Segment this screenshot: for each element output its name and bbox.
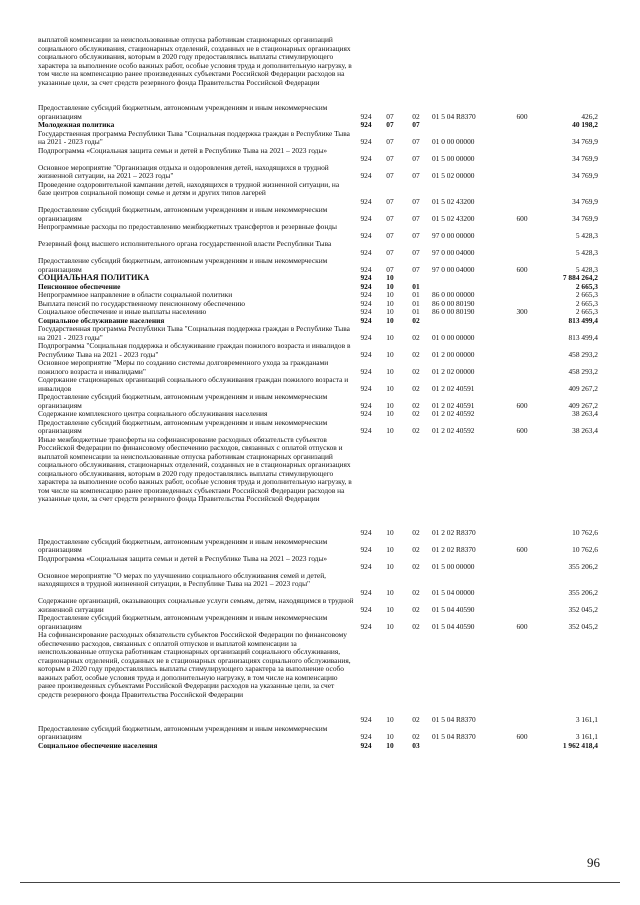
cell-pr: 02 xyxy=(412,562,420,571)
row-description: Предоставление субсидий бюджетным, автономным учреждениям и иным некоммерческим организациям xyxy=(38,723,328,741)
cell-csr: 86 0 00 80190 xyxy=(432,298,475,308)
cell-rz: 07 xyxy=(386,171,394,180)
cell-sum: 2 665,3 xyxy=(575,281,598,291)
row-description: Государственная программа Республики Тыва "Социальная поддержка граждан в Республике Тыва на 2021 - 2023 годы" xyxy=(38,128,350,146)
cell-rz: 07 xyxy=(386,230,394,240)
cell-vr: 600 xyxy=(516,213,528,223)
table-row xyxy=(0,181,640,207)
row-description: Предоставление субсидий бюджетным, автономным учреждениям и иным некоммерческим организациям xyxy=(38,256,328,274)
table-row xyxy=(0,36,640,104)
cell-sum: 1 962 418,4 xyxy=(562,740,598,750)
cell-pr: 01 xyxy=(412,307,420,316)
table-row xyxy=(0,325,640,342)
cell-csr: 01 2 02 R8370 xyxy=(432,528,476,537)
cell-csr: 01 5 04 40590 xyxy=(432,604,475,614)
table-row xyxy=(0,614,640,631)
cell-ved: 924 xyxy=(360,621,372,631)
cell-csr: 01 5 04 00000 xyxy=(432,587,475,597)
cell-rz: 10 xyxy=(386,273,394,282)
cell-csr: 01 5 02 43200 xyxy=(432,196,475,206)
cell-sum: 5 428,3 xyxy=(575,230,598,240)
cell-pr: 07 xyxy=(412,120,420,129)
cell-sum: 355 206,2 xyxy=(568,562,598,571)
cell-sum: 355 206,2 xyxy=(568,587,598,597)
cell-rz: 10 xyxy=(386,740,394,750)
cell-csr: 01 2 02 00000 xyxy=(432,366,475,376)
cell-sum: 3 161,1 xyxy=(575,715,598,724)
cell-csr: 01 5 04 R8370 xyxy=(432,715,476,724)
cell-pr: 07 xyxy=(412,213,420,223)
cell-csr: 97 0 00 04000 xyxy=(432,264,475,274)
cell-rz: 07 xyxy=(386,213,394,223)
cell-csr: 97 0 00 00000 xyxy=(432,230,475,240)
cell-rz: 07 xyxy=(386,264,394,274)
cell-rz: 07 xyxy=(386,120,394,129)
row-description: Резервный фонд высшего исполнительного органа государственной власти Республики Тыва xyxy=(38,239,332,248)
row-description: Основное мероприятие "Меры по созданию системы долговременного ухода за гражданами пожилого возраста и инвалидами" xyxy=(38,358,329,376)
cell-rz: 10 xyxy=(386,315,394,325)
row-description: Предоставление субсидий бюджетным, автономным учреждениям и иным некоммерческим организациям xyxy=(38,392,328,410)
cell-ved: 924 xyxy=(360,307,372,316)
cell-ved: 924 xyxy=(360,604,372,614)
cell-ved: 924 xyxy=(360,383,372,393)
cell-csr: 01 2 02 R8370 xyxy=(432,545,476,554)
cell-sum: 813 499,4 xyxy=(568,332,598,342)
row-description: Выплата пенсий по государственному пенсионному обеспечению xyxy=(38,298,245,308)
cell-sum: 352 045,2 xyxy=(568,604,598,614)
cell-pr: 02 xyxy=(412,587,420,597)
cell-pr: 01 xyxy=(412,298,420,308)
row-description: Пенсионное обеспечение xyxy=(38,281,121,291)
cell-rz: 10 xyxy=(386,298,394,308)
cell-pr: 02 xyxy=(412,366,420,376)
row-description: Подпрограмма «Социальная защита семьи и детей в Республике Тыва на 2021 – 2023 годы» xyxy=(38,553,328,563)
cell-sum: 409 267,2 xyxy=(568,383,598,393)
cell-vr: 600 xyxy=(516,732,528,741)
cell-sum: 352 045,2 xyxy=(568,621,598,631)
row-description: Содержание стационарных организаций социального обслуживания граждан пожилого возраста и инвалидов xyxy=(38,375,349,393)
table-row xyxy=(0,555,640,572)
cell-sum: 813 499,4 xyxy=(568,315,598,325)
cell-pr: 02 xyxy=(412,315,420,325)
table-row xyxy=(0,359,640,376)
cell-sum: 409 267,2 xyxy=(568,400,598,410)
cell-ved: 924 xyxy=(360,332,372,342)
cell-ved: 924 xyxy=(360,732,372,741)
cell-ved: 924 xyxy=(360,281,372,291)
cell-pr: 07 xyxy=(412,196,420,206)
cell-pr: 02 xyxy=(412,715,420,724)
cell-pr: 07 xyxy=(412,154,420,163)
table-row xyxy=(0,223,640,240)
cell-sum: 34 769,9 xyxy=(572,171,598,180)
cell-pr: 02 xyxy=(412,621,420,631)
cell-rz: 10 xyxy=(386,426,394,435)
cell-ved: 924 xyxy=(360,154,372,163)
cell-sum: 40 198,2 xyxy=(572,120,598,129)
cell-ved: 924 xyxy=(360,426,372,435)
cell-rz: 07 xyxy=(386,137,394,146)
table-row xyxy=(0,164,640,181)
cell-vr: 600 xyxy=(516,264,528,274)
cell-pr: 07 xyxy=(412,171,420,180)
cell-sum: 5 428,3 xyxy=(575,264,598,274)
cell-rz: 10 xyxy=(386,587,394,597)
cell-csr: 01 5 02 43200 xyxy=(432,213,475,223)
row-description: Проведение оздоровительной кампании детей, находящихся в трудной жизненной ситуации, на базе центров социальной помощи семье и детям и других типов лагерей xyxy=(38,179,340,197)
cell-vr: 600 xyxy=(516,400,528,410)
cell-sum: 426,2 xyxy=(581,111,598,121)
row-description: На софинансирование расходных обязательств субъектов Российской Федерации по финансовому обеспечению расходов, связанных с оплатой отпусков и выплатой компенсации за неиспользованные отпуска работникам стационарных организаций социального обслуживания, стационарных отделений, созданных не в стационарных организациях социального обслуживания, которым в 2020 году предоставлялись выплаты стимулирующего характера за выполнение особо важных работ, особые условия труда и дополнительную нагрузку, в том числе на компенсацию ранее произведенных субъектами Российской Федерации расходов на указанные цели, за счет средств резервного фонда Правительства Российской Федерации xyxy=(38,630,351,699)
cell-pr: 07 xyxy=(412,230,420,240)
table-row xyxy=(0,597,640,614)
cell-csr: 01 0 00 00000 xyxy=(432,137,475,146)
cell-ved: 924 xyxy=(360,409,372,418)
cell-ved: 924 xyxy=(360,196,372,206)
table-row xyxy=(0,147,640,164)
row-description: Предоставление субсидий бюджетным, автономным учреждениям и иным некоммерческим организациям xyxy=(38,536,328,554)
cell-ved: 924 xyxy=(360,587,372,597)
cell-rz: 10 xyxy=(386,528,394,537)
table-row xyxy=(0,104,640,121)
cell-sum: 2 665,3 xyxy=(575,298,598,308)
cell-ved: 924 xyxy=(360,545,372,554)
row-description: Основное мероприятие "О мерах по улучшению социального обслуживания семей и детей, находящихся в трудной жизненной ситуации, в Республике Тыва на 2021 – 2023 годы" xyxy=(38,570,326,588)
cell-vr: 300 xyxy=(516,307,528,316)
cell-sum: 10 762,6 xyxy=(572,545,598,554)
cell-sum: 38 263,4 xyxy=(572,409,598,418)
cell-ved: 924 xyxy=(360,273,372,282)
cell-pr: 02 xyxy=(412,732,420,741)
cell-rz: 10 xyxy=(386,715,394,724)
cell-pr: 02 xyxy=(412,426,420,435)
cell-vr: 600 xyxy=(516,621,528,631)
cell-rz: 07 xyxy=(386,196,394,206)
cell-csr: 01 2 02 40592 xyxy=(432,426,475,435)
cell-sum: 3 161,1 xyxy=(575,732,598,741)
row-description: Подпрограмма «Социальная защита семьи и детей в Республике Тыва на 2021 – 2023 годы» xyxy=(38,145,328,155)
cell-sum: 10 762,6 xyxy=(572,528,598,537)
cell-pr: 07 xyxy=(412,247,420,257)
table-row xyxy=(0,393,640,410)
cell-ved: 924 xyxy=(360,349,372,359)
cell-csr: 01 5 04 R8370 xyxy=(432,732,476,741)
cell-sum: 2 665,3 xyxy=(575,290,598,299)
cell-rz: 10 xyxy=(386,409,394,418)
cell-ved: 924 xyxy=(360,315,372,325)
cell-sum: 34 769,9 xyxy=(572,137,598,146)
row-description: Предоставление субсидий бюджетным, автономным учреждениям и иным некоммерческим организациям xyxy=(38,103,328,121)
cell-pr: 02 xyxy=(412,545,420,554)
cell-csr: 01 5 02 00000 xyxy=(432,171,475,180)
cell-ved: 924 xyxy=(360,137,372,146)
row-description: Социальное обеспечение и иные выплаты населению xyxy=(38,307,207,316)
cell-rz: 10 xyxy=(386,366,394,376)
cell-pr: 02 xyxy=(412,528,420,537)
cell-rz: 10 xyxy=(386,562,394,571)
cell-csr: 86 0 00 80190 xyxy=(432,307,475,316)
row-description: выплатой компенсации за неиспользованные отпуска работникам стационарных организаций социального обслуживания, стационарных отделений, созданных не в стационарных организациях социального обслуживания, которым в 2020 году предоставлялись выплаты стимулирующего характера за выполнение особо важных работ, особые условия труда и дополнительную нагрузку, в том числе на компенсацию ранее произведенных субъектами Российской Федерации расходов на указанные цели, за счет средств резервного фонда Правительства Российской Федерации xyxy=(38,35,352,87)
cell-vr: 600 xyxy=(516,426,528,435)
cell-sum: 458 293,2 xyxy=(568,349,598,359)
table-row xyxy=(0,419,640,436)
cell-pr: 02 xyxy=(412,111,420,121)
table-row xyxy=(0,130,640,147)
cell-sum: 7 884 264,2 xyxy=(562,273,598,282)
row-description: Содержание комплексного центра социального обслуживания населения xyxy=(38,409,268,418)
row-description: Предоставление субсидий бюджетным, автономным учреждениям и иным некоммерческим организациям xyxy=(38,417,328,435)
cell-ved: 924 xyxy=(360,562,372,571)
cell-csr: 01 2 00 00000 xyxy=(432,349,475,359)
cell-ved: 924 xyxy=(360,298,372,308)
table-row xyxy=(0,436,640,538)
cell-ved: 924 xyxy=(360,400,372,410)
cell-sum: 34 769,9 xyxy=(572,154,598,163)
cell-csr: 01 5 04 40590 xyxy=(432,621,475,631)
cell-sum: 458 293,2 xyxy=(568,366,598,376)
row-description: Государственная программа Республики Тыва "Социальная поддержка граждан в Республике Тыва на 2021 - 2023 годы" xyxy=(38,324,350,342)
cell-csr: 86 0 00 00000 xyxy=(432,290,475,299)
cell-csr: 01 2 02 40592 xyxy=(432,409,475,418)
table-row xyxy=(0,257,640,274)
cell-ved: 924 xyxy=(360,171,372,180)
bottom-divider xyxy=(20,882,620,883)
cell-rz: 10 xyxy=(386,732,394,741)
cell-ved: 924 xyxy=(360,290,372,299)
row-description: Социальное обслуживание населения xyxy=(38,315,165,325)
table-row xyxy=(0,206,640,223)
cell-rz: 07 xyxy=(386,111,394,121)
table-row xyxy=(0,376,640,393)
cell-pr: 02 xyxy=(412,400,420,410)
cell-rz: 10 xyxy=(386,332,394,342)
row-description: Содержание организаций, оказывающих социальные услуги семьям, детям, находящимся в трудной жизненной ситуации xyxy=(38,596,354,614)
cell-pr: 03 xyxy=(412,740,420,750)
cell-csr: 01 5 04 R8370 xyxy=(432,111,476,121)
cell-ved: 924 xyxy=(360,247,372,257)
cell-csr: 01 2 02 40591 xyxy=(432,400,475,410)
row-description: Подпрограмма "Социальная поддержка и обслуживание граждан пожилого возраста и инвалидов в Республике Тыва на 2021 - 2023 годы" xyxy=(38,341,351,359)
cell-sum: 38 263,4 xyxy=(572,426,598,435)
cell-csr: 01 5 00 00000 xyxy=(432,154,475,163)
row-description: Предоставление субсидий бюджетным, автономным учреждениям и иным некоммерческим организациям xyxy=(38,205,328,223)
cell-ved: 924 xyxy=(360,366,372,376)
cell-ved: 924 xyxy=(360,120,372,129)
cell-pr: 02 xyxy=(412,383,420,393)
cell-pr: 02 xyxy=(412,349,420,359)
cell-vr: 600 xyxy=(516,111,528,121)
row-description: Предоставление субсидий бюджетным, автономным учреждениям и иным некоммерческим организациям xyxy=(38,613,328,631)
table-row xyxy=(0,538,640,555)
cell-csr: 01 2 02 40591 xyxy=(432,383,475,393)
cell-csr: 01 0 00 00000 xyxy=(432,332,475,342)
row-description: Молодежная политика xyxy=(38,120,115,129)
cell-rz: 10 xyxy=(386,545,394,554)
cell-rz: 07 xyxy=(386,247,394,257)
cell-vr: 600 xyxy=(516,545,528,554)
cell-sum: 34 769,9 xyxy=(572,196,598,206)
page-number: 96 xyxy=(587,855,600,870)
row-description: Непрограммные расходы по предоставлению межбюджетных трансфертов и резервные фонды xyxy=(38,222,338,231)
cell-pr: 01 xyxy=(412,290,420,299)
cell-sum: 2 665,3 xyxy=(575,307,598,316)
cell-rz: 10 xyxy=(386,621,394,631)
table-row xyxy=(0,572,640,598)
cell-sum: 5 428,3 xyxy=(575,247,598,257)
row-description: Социальное обеспечение населения xyxy=(38,740,158,750)
row-description: Непрограммное направление в области социальной политики xyxy=(38,290,233,299)
cell-ved: 924 xyxy=(360,528,372,537)
cell-rz: 10 xyxy=(386,290,394,299)
cell-ved: 924 xyxy=(360,715,372,724)
cell-pr: 07 xyxy=(412,264,420,274)
table-row xyxy=(0,742,640,751)
cell-pr: 02 xyxy=(412,604,420,614)
cell-ved: 924 xyxy=(360,740,372,750)
cell-ved: 924 xyxy=(360,264,372,274)
cell-rz: 10 xyxy=(386,383,394,393)
cell-pr: 07 xyxy=(412,137,420,146)
table-row xyxy=(0,725,640,742)
row-description: Основное мероприятие "Организация отдыха и оздоровления детей, находящихся в трудной жизненной ситуации, на 2021 – 2023 годы" xyxy=(38,162,329,180)
cell-sum: 34 769,9 xyxy=(572,213,598,223)
cell-csr: 01 5 00 00000 xyxy=(432,562,475,571)
cell-rz: 10 xyxy=(386,400,394,410)
cell-rz: 10 xyxy=(386,281,394,291)
cell-ved: 924 xyxy=(360,111,372,121)
table-row xyxy=(0,342,640,359)
cell-rz: 10 xyxy=(386,349,394,359)
cell-csr: 97 0 00 04000 xyxy=(432,247,475,257)
cell-rz: 07 xyxy=(386,154,394,163)
cell-pr: 02 xyxy=(412,332,420,342)
row-description: Иные межбюджетные трансферты на софинансирование расходных обязательств субъектов Российской Федерации по финансовому обеспечению расходов, связанных с оплатой отпусков и выплатой компенсации за неиспользованные отпуска работникам стационарных организаций социального обслуживания, стационарных отделений, созданных не в стационарных организациях социального обслуживания, которым в 2020 году предоставлялись выплаты стимулирующего характера за выполнение особо важных работ, особые условия труда и дополнительную нагрузку, в том числе на компенсацию ранее произведенных субъектами Российской Федерации расходов на указанные цели, за счет средств резервного фонда Правительства Российской Федерации xyxy=(38,434,352,503)
table-row xyxy=(0,631,640,725)
cell-rz: 10 xyxy=(386,307,394,316)
cell-ved: 924 xyxy=(360,213,372,223)
table-row xyxy=(0,240,640,257)
cell-rz: 10 xyxy=(386,604,394,614)
budget-table xyxy=(0,36,640,750)
row-description: СОЦИАЛЬНАЯ ПОЛИТИКА xyxy=(38,273,150,282)
cell-pr: 01 xyxy=(412,281,420,291)
cell-ved: 924 xyxy=(360,230,372,240)
cell-pr: 02 xyxy=(412,409,420,418)
